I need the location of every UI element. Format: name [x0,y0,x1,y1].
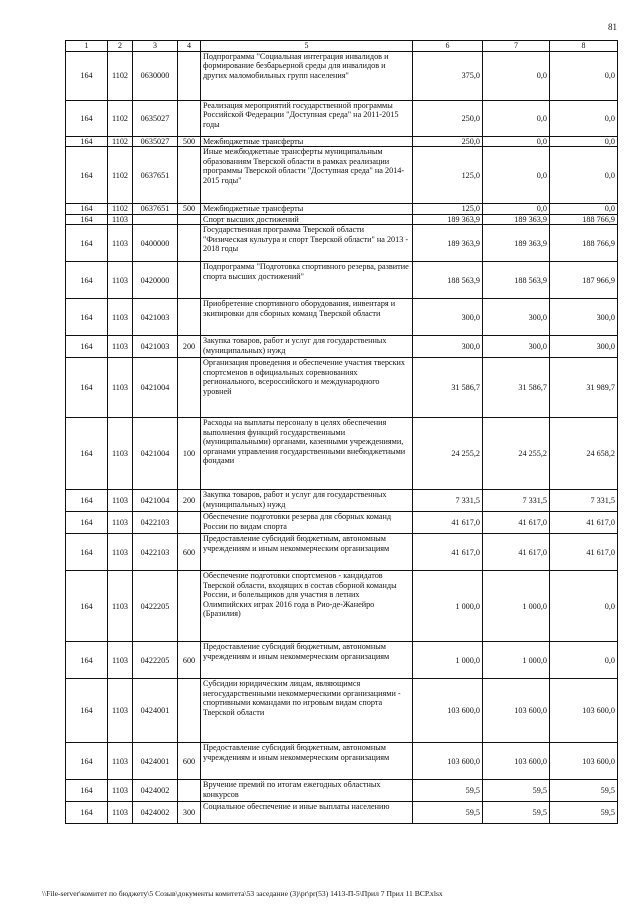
cell-description: Подпрограмма "Подготовка спортивного резерва, развитие спорта высших достижений" [201,262,413,299]
cell-description: Закупка товаров, работ и услуг для государственных (муниципальных) нужд [201,490,413,512]
cell-code-expense-type [178,147,201,204]
cell-description: Межбюджетные трансферты [201,204,413,214]
col-header: 8 [550,41,618,52]
cell-code-section: 1103 [108,743,133,780]
col-header: 7 [483,41,550,52]
cell-amount-col6: 300,0 [413,336,483,358]
cell-code-target: 0635027 [133,101,178,137]
cell-code-section: 1103 [108,571,133,642]
cell-code-section: 1103 [108,336,133,358]
cell-code-expense-type [178,299,201,336]
cell-amount-col8: 300,0 [550,336,618,358]
table-row [66,642,618,679]
cell-amount-col7: 103 600,0 [483,743,550,780]
cell-code-target: 0635027 [133,137,178,147]
cell-code-target: 0422205 [133,642,178,679]
cell-amount-col6: 59,5 [413,780,483,802]
cell-description: Закупка товаров, работ и услуг для государственных (муниципальных) нужд [201,336,413,358]
cell-amount-col8: 41 617,0 [550,512,618,534]
cell-code-target: 0424002 [133,780,178,802]
cell-code-section: 1103 [108,262,133,299]
cell-description: Иные межбюджетные трансферты муниципальным образованиям Тверской области в рамках реализации программы Тверской области "Доступная среда" на 2014-2015 годы" [201,147,413,204]
cell-code-ministry: 164 [66,490,108,512]
cell-amount-col8: 187 966,9 [550,262,618,299]
cell-amount-col8: 41 617,0 [550,534,618,571]
cell-amount-col8: 59,5 [550,802,618,824]
cell-description: Приобретение спортивного оборудования, инвентаря и экипировки для сборных команд Тверской области [201,299,413,336]
cell-code-ministry: 164 [66,147,108,204]
cell-amount-col6: 125,0 [413,147,483,204]
cell-code-ministry: 164 [66,214,108,224]
cell-code-expense-type [178,225,201,262]
cell-code-target: 0424001 [133,743,178,780]
cell-code-section: 1103 [108,642,133,679]
table-row [66,147,618,204]
table-row [66,679,618,743]
cell-amount-col7: 31 586,7 [483,358,550,418]
cell-amount-col6: 250,0 [413,137,483,147]
cell-amount-col7: 189 363,9 [483,214,550,224]
cell-amount-col6: 103 600,0 [413,679,483,743]
cell-amount-col7: 189 363,9 [483,225,550,262]
cell-code-expense-type: 600 [178,534,201,571]
cell-amount-col6: 125,0 [413,204,483,214]
table-row [66,262,618,299]
cell-code-expense-type: 600 [178,743,201,780]
cell-amount-col8: 0,0 [550,204,618,214]
cell-code-target: 0421004 [133,490,178,512]
cell-code-target: 0424001 [133,679,178,743]
cell-amount-col7: 300,0 [483,299,550,336]
cell-code-section: 1103 [108,534,133,571]
cell-code-ministry: 164 [66,642,108,679]
header-row [66,41,618,52]
cell-code-target: 0421004 [133,418,178,490]
cell-amount-col6: 24 255,2 [413,418,483,490]
cell-code-expense-type: 500 [178,137,201,147]
cell-amount-col6: 103 600,0 [413,743,483,780]
cell-amount-col6: 375,0 [413,52,483,101]
col-header: 2 [108,41,133,52]
cell-amount-col8: 0,0 [550,101,618,137]
cell-code-ministry: 164 [66,679,108,743]
cell-code-target: 0421003 [133,336,178,358]
cell-code-section: 1103 [108,802,133,824]
cell-amount-col7: 59,5 [483,802,550,824]
table-row [66,571,618,642]
cell-code-expense-type [178,101,201,137]
cell-code-ministry: 164 [66,358,108,418]
cell-amount-col6: 250,0 [413,101,483,137]
cell-amount-col7: 24 255,2 [483,418,550,490]
cell-code-expense-type: 200 [178,336,201,358]
cell-amount-col8: 300,0 [550,299,618,336]
table-row [66,534,618,571]
col-header: 3 [133,41,178,52]
cell-code-expense-type [178,512,201,534]
cell-code-expense-type: 600 [178,642,201,679]
table-row [66,743,618,780]
cell-code-section: 1102 [108,101,133,137]
cell-code-section: 1103 [108,490,133,512]
cell-description: Межбюджетные трансферты [201,137,413,147]
table-row [66,214,618,224]
cell-amount-col6: 31 586,7 [413,358,483,418]
cell-code-ministry: 164 [66,802,108,824]
cell-description: Государственная программа Тверской области "Физическая культура и спорт Тверской области" на 2013 - 2018 годы [201,225,413,262]
cell-amount-col8: 103 600,0 [550,743,618,780]
cell-amount-col7: 188 563,9 [483,262,550,299]
cell-amount-col7: 1 000,0 [483,642,550,679]
cell-description: Спорт высших достижений [201,214,413,224]
cell-amount-col8: 188 766,9 [550,225,618,262]
cell-amount-col8: 188 766,9 [550,214,618,224]
cell-code-expense-type [178,679,201,743]
cell-amount-col7: 0,0 [483,101,550,137]
table-row [66,780,618,802]
cell-amount-col7: 103 600,0 [483,679,550,743]
cell-code-target [133,214,178,224]
cell-code-target: 0421004 [133,358,178,418]
cell-code-section: 1103 [108,418,133,490]
cell-code-expense-type: 200 [178,490,201,512]
cell-code-expense-type: 100 [178,418,201,490]
cell-amount-col8: 24 658,2 [550,418,618,490]
cell-amount-col7: 0,0 [483,52,550,101]
table-row [66,52,618,101]
table-row [66,299,618,336]
cell-amount-col6: 1 000,0 [413,571,483,642]
cell-code-ministry: 164 [66,336,108,358]
table-row [66,101,618,137]
cell-amount-col7: 1 000,0 [483,571,550,642]
col-header: 4 [178,41,201,52]
cell-amount-col7: 59,5 [483,780,550,802]
cell-code-target: 0422205 [133,571,178,642]
cell-code-expense-type [178,358,201,418]
col-header: 1 [66,41,108,52]
cell-code-expense-type [178,262,201,299]
cell-code-ministry: 164 [66,262,108,299]
cell-amount-col6: 189 363,9 [413,225,483,262]
cell-amount-col6: 7 331,5 [413,490,483,512]
cell-code-ministry: 164 [66,137,108,147]
cell-code-section: 1103 [108,512,133,534]
cell-code-ministry: 164 [66,534,108,571]
cell-description: Субсидии юридическим лицам, являющимся негосударственными некоммерческими организациями - спортивными командами по игровым видам спорта Тверской области [201,679,413,743]
cell-amount-col6: 300,0 [413,299,483,336]
cell-code-ministry: 164 [66,52,108,101]
cell-code-section: 1103 [108,299,133,336]
cell-code-target: 0422103 [133,512,178,534]
budget-table [65,40,618,824]
table-row [66,204,618,214]
cell-amount-col7: 0,0 [483,147,550,204]
cell-amount-col7: 41 617,0 [483,534,550,571]
cell-amount-col7: 0,0 [483,204,550,214]
cell-description: Обеспечение подготовки спортсменов - кандидатов Тверской области, входящих в состав сборной команды России, и болельщиков для участия в летних Олимпийских играх 2016 года в Рио-де-Жанейро (Бразилия) [201,571,413,642]
cell-amount-col8: 7 331,5 [550,490,618,512]
table-row [66,512,618,534]
cell-code-section: 1103 [108,214,133,224]
table-row [66,137,618,147]
table-row [66,358,618,418]
cell-amount-col8: 59,5 [550,780,618,802]
cell-amount-col7: 41 617,0 [483,512,550,534]
cell-code-target: 0637651 [133,204,178,214]
cell-code-ministry: 164 [66,571,108,642]
cell-code-ministry: 164 [66,101,108,137]
cell-code-ministry: 164 [66,780,108,802]
cell-description: Расходы на выплаты персоналу в целях обеспечения выполнения функций государственными (муниципальными) органами, казенными учреждениями, органами управления государственными внебюджетными фондами [201,418,413,490]
table-row [66,490,618,512]
cell-code-section: 1102 [108,147,133,204]
cell-description: Обеспечение подготовки резерва для сборных команд России по видам спорта [201,512,413,534]
cell-code-ministry: 164 [66,225,108,262]
table-row [66,418,618,490]
cell-code-target: 0424002 [133,802,178,824]
cell-amount-col7: 300,0 [483,336,550,358]
cell-code-section: 1102 [108,204,133,214]
cell-amount-col6: 188 563,9 [413,262,483,299]
cell-code-target: 0422103 [133,534,178,571]
cell-description: Подпрограмма "Социальная интеграция инвалидов и формирование безбарьерной среды для инвалидов и других маломобильных групп населения" [201,52,413,101]
cell-description: Предоставление субсидий бюджетным, автономным учреждениям и иным некоммерческим организациям [201,642,413,679]
cell-description: Вручение премий по итогам ежегодных областных конкурсов [201,780,413,802]
cell-amount-col7: 0,0 [483,137,550,147]
cell-description: Предоставление субсидий бюджетным, автономным учреждениям и иным некоммерческим организациям [201,534,413,571]
footer-file-path: \\File-server\комитет по бюджету\5 Созыв\документы комитета\53 заседание (3)\pr\pr(53) 1413-П-5\Прил 7 Прил 11 ВСР.xlsx [42,889,443,898]
cell-amount-col6: 189 363,9 [413,214,483,224]
cell-description: Социальное обеспечение и иные выплаты населению [201,802,413,824]
cell-amount-col8: 0,0 [550,642,618,679]
cell-code-target: 0400000 [133,225,178,262]
table-row [66,225,618,262]
col-header: 6 [413,41,483,52]
cell-code-target: 0420000 [133,262,178,299]
cell-code-ministry: 164 [66,204,108,214]
cell-description: Реализация мероприятий государственной программы Российской Федерации "Доступная среда" на 2011-2015 годы [201,101,413,137]
cell-code-ministry: 164 [66,418,108,490]
table-row [66,336,618,358]
cell-code-ministry: 164 [66,512,108,534]
cell-code-target: 0637651 [133,147,178,204]
cell-amount-col6: 41 617,0 [413,512,483,534]
cell-code-expense-type [178,780,201,802]
cell-amount-col8: 0,0 [550,147,618,204]
cell-code-section: 1103 [108,225,133,262]
cell-code-expense-type [178,214,201,224]
cell-amount-col8: 31 989,7 [550,358,618,418]
cell-code-section: 1103 [108,780,133,802]
cell-code-ministry: 164 [66,299,108,336]
cell-code-expense-type [178,52,201,101]
cell-code-expense-type: 500 [178,204,201,214]
page-number: 81 [608,22,617,32]
cell-amount-col6: 41 617,0 [413,534,483,571]
col-header: 5 [201,41,413,52]
cell-amount-col6: 59,5 [413,802,483,824]
cell-code-section: 1102 [108,137,133,147]
cell-amount-col6: 1 000,0 [413,642,483,679]
cell-amount-col8: 0,0 [550,571,618,642]
cell-code-target: 0630000 [133,52,178,101]
table-body [66,52,618,824]
cell-amount-col8: 103 600,0 [550,679,618,743]
cell-code-ministry: 164 [66,743,108,780]
cell-code-expense-type [178,571,201,642]
cell-code-expense-type: 300 [178,802,201,824]
cell-description: Организация проведения и обеспечение участия тверских спортсменов в официальных соревнованиях регионального, всероссийского и международного уровней [201,358,413,418]
cell-code-section: 1103 [108,358,133,418]
cell-description: Предоставление субсидий бюджетным, автономным учреждениям и иным некоммерческим организациям [201,743,413,780]
cell-code-section: 1102 [108,52,133,101]
cell-amount-col8: 0,0 [550,137,618,147]
cell-amount-col7: 7 331,5 [483,490,550,512]
cell-code-target: 0421003 [133,299,178,336]
table-row [66,802,618,824]
cell-code-section: 1103 [108,679,133,743]
cell-amount-col8: 0,0 [550,52,618,101]
